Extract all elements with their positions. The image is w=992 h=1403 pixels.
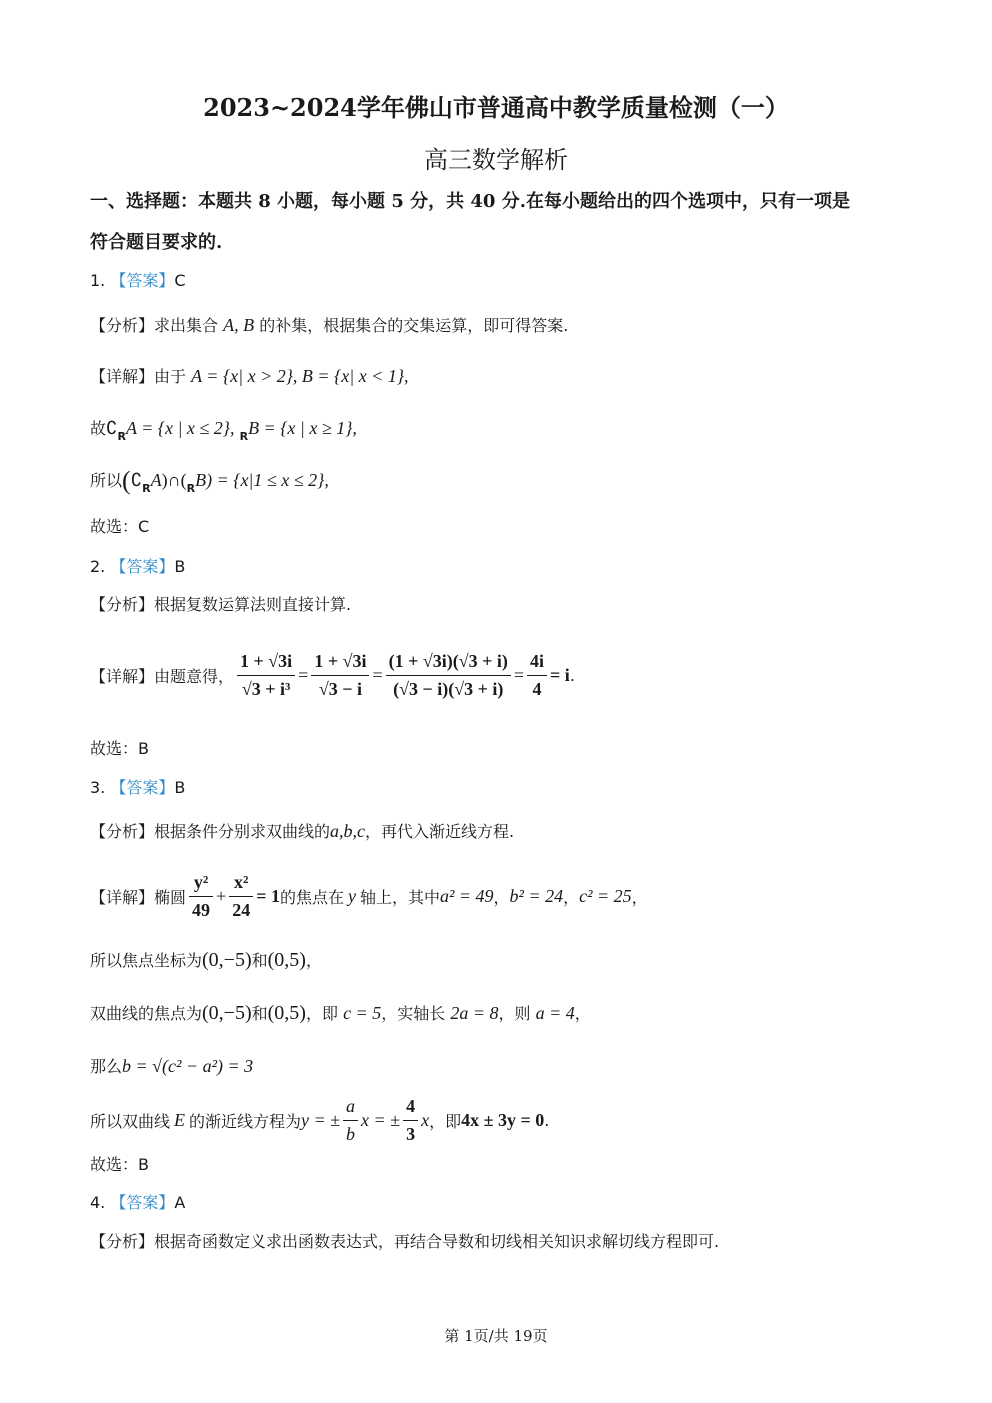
q2-number: 2. — [90, 557, 106, 576]
q1-complement-a: A = {x | x ≤ 2}, — [125, 418, 235, 438]
q3-asym-frac-2 — [403, 1096, 418, 1145]
q3-l3-pre: 双曲线的焦点为 — [90, 1004, 203, 1023]
q3-point-1: (0,−5) — [202, 949, 252, 971]
q3-ell-den1: 49 — [192, 899, 211, 920]
q3-asym-x: x — [421, 1109, 430, 1130]
sep: ， — [563, 887, 580, 907]
q3-l5-then: ，即 — [429, 1111, 462, 1131]
q2-f4-den: 4 — [532, 678, 542, 699]
q2-choose — [90, 736, 149, 759]
q1-detail — [90, 364, 409, 387]
analysis-label: 【分析】 — [90, 595, 155, 614]
answer-label: 【答案】 — [110, 778, 175, 797]
detail-label: 【详解】 — [90, 887, 155, 907]
q4-number: 4. — [90, 1193, 106, 1212]
q1-l3-a: A — [150, 470, 162, 490]
q3-line-asymptote: 所以双曲线 E 的渐近线方程为 y = ± $\frac{a}{b}$ x = ± $\frac{4}{3}$ x ，即 4x ± 3y = 0 . — [90, 1095, 550, 1144]
q2-fraction-2 — [311, 651, 369, 700]
q1-answer: C — [174, 271, 186, 290]
choose-label: 故选： — [90, 739, 139, 758]
analysis-label: 【分析】 — [90, 316, 155, 335]
q3-ell-num2: x² — [229, 872, 253, 897]
analysis-label: 【分析】 — [90, 1232, 155, 1251]
complement-symbol: ∁ — [106, 418, 118, 438]
q1-analysis-post: 的补集，根据集合的交集运算，即可得答案. — [259, 316, 569, 335]
q2-fraction-1 — [237, 651, 295, 700]
q3-detail-pre: 椭圆 — [154, 887, 187, 907]
q4-answer-line — [90, 1190, 185, 1213]
q3-l2-end: ， — [305, 951, 322, 970]
q1-l3-pre: 所以 — [90, 471, 123, 490]
answer-label: 【答案】 — [110, 271, 175, 290]
q4-answer: A — [174, 1193, 186, 1212]
q3-choose-value: B — [138, 1155, 149, 1174]
detail-label: 【详解】 — [90, 367, 155, 386]
detail-label: 【详解】 — [90, 666, 155, 686]
q3-analysis-pre: 根据条件分别求双曲线的 — [154, 822, 331, 841]
q2-detail-pre: 由题意得， — [154, 666, 235, 686]
q3-ell-rest: = 1 — [256, 885, 280, 906]
q1-l2-pre: 故 — [90, 419, 107, 438]
paren-open: ( — [122, 466, 131, 495]
q2-fraction-3 — [386, 651, 511, 700]
q2-analysis-text: 根据复数运算法则直接计算. — [154, 595, 352, 614]
q2-detail: 【详解】 由题意得， $\frac{1 + √3i}{\text{√3 + i³}}$ = $\frac{1 + √3i}{√3 - i}$ = $\frac{(1 + √3i)(√3 + i)}{(√3 - i)(√3 + i)}$ = $\frac{4i}{4}$ = i . — [90, 650, 575, 699]
q2-f3-den: (√3 − i)(√3 + i) — [393, 678, 504, 699]
q3-c-value: c = 5 — [343, 1003, 382, 1023]
q1-detail-math: A = {x| x > 2}, B = {x| x < 1}, — [191, 366, 409, 386]
analysis-label: 【分析】 — [90, 822, 155, 841]
q3-asym-frac-1 — [343, 1096, 358, 1145]
q3-l5-mid: 的渐近线方程为 — [189, 1111, 302, 1131]
q3-ellipse-frac-2 — [229, 872, 253, 921]
real-subscript: R — [186, 482, 196, 495]
q3-asym-final: 4x ± 3y = 0 — [461, 1109, 545, 1130]
q3-a-value: a = 4 — [535, 1003, 575, 1023]
complement-symbol: ∁ — [130, 470, 143, 490]
choose-label: 故选： — [90, 1155, 139, 1174]
q3-detail-post: 轴上，其中 — [359, 887, 440, 907]
q2-answer: B — [174, 557, 186, 576]
q2-f3-num: (1 + √3i)(√3 + i) — [386, 651, 511, 676]
q2-analysis — [90, 592, 351, 615]
q1-analysis-sets: A, B — [223, 315, 255, 335]
real-subscript: R — [117, 430, 126, 443]
q3-ell-den2: 24 — [232, 899, 251, 920]
equals-sign: = — [298, 664, 309, 685]
q3-asym-pre: y = ± — [301, 1109, 341, 1130]
q3-axis-value: 2a = 8 — [450, 1003, 499, 1023]
q2-result: = i — [550, 664, 570, 685]
sep: ， — [574, 1004, 591, 1023]
q2-choose-value: B — [138, 739, 149, 758]
q3-l4-pre: 那么 — [90, 1057, 123, 1076]
real-subscript: R — [142, 482, 151, 495]
q3-ellipse-frac-1 — [189, 872, 213, 921]
q3-analysis-post: ，再代入渐近线方程. — [365, 822, 515, 841]
q3-b2: b² = 24 — [509, 885, 564, 906]
q3-answer: B — [174, 778, 186, 797]
q1-l3-close: )∩( — [161, 470, 187, 490]
q2-f1-num: 1 + √3i — [237, 651, 295, 676]
q4-analysis — [90, 1229, 719, 1252]
q1-complement-line — [90, 416, 357, 443]
section-heading-line2: 符合题目要求的. — [90, 232, 223, 253]
q3-point-2: (0,5) — [267, 1002, 306, 1024]
q1-analysis — [90, 313, 568, 336]
q3-l3-then: ，则 — [498, 1004, 531, 1023]
equals-sign: = — [372, 664, 383, 685]
q1-complement-b: B = {x | x ≥ 1}, — [248, 418, 357, 438]
q2-answer-line — [90, 554, 185, 577]
q3-line-foci — [90, 948, 322, 972]
q1-l3-b: B) = {x|1 ≤ x ≤ 2}, — [195, 470, 329, 490]
q3-asym-f1-num: a — [343, 1096, 358, 1121]
q3-l3-mid: ，即 — [305, 1004, 338, 1023]
page-footer: 第 1页/共 19页 — [444, 1327, 548, 1345]
q3-asym-mid: x = ± — [361, 1109, 401, 1130]
q3-analysis-math: a,b,c — [330, 821, 366, 841]
q2-f2-num: 1 + √3i — [311, 651, 369, 676]
q3-detail-y: y — [347, 885, 356, 906]
q3-detail: 【详解】 椭圆 $\frac{\text{y²}}{49}$ + $\frac{\text{x²}}{24}$ = 1 的焦点在 y 轴上，其中 a² = 49 ， b² = 24 ， c² = 25 ， — [90, 871, 648, 920]
q3-choose — [90, 1152, 149, 1175]
q3-l5-pre: 所以双曲线 — [90, 1111, 171, 1131]
q1-detail-pre: 由于 — [154, 367, 187, 386]
q2-fraction-4 — [527, 651, 547, 700]
q3-answer-line — [90, 775, 185, 798]
answer-label: 【答案】 — [110, 1193, 175, 1212]
answer-label: 【答案】 — [110, 557, 175, 576]
q2-f2-den: √3 − i — [318, 678, 362, 699]
page-title: 2023~2024学年佛山市普通高中教学质量检测（一） — [203, 93, 789, 122]
q1-analysis-pre: 求出集合 — [154, 316, 219, 335]
q3-b-value: b = √(c² − a²) = 3 — [122, 1056, 254, 1076]
q3-line-b — [90, 1054, 253, 1077]
q3-number: 3. — [90, 778, 106, 797]
q3-ell-num1: y² — [189, 872, 213, 897]
sep: ， — [493, 887, 510, 907]
choose-label: 故选： — [90, 517, 139, 536]
q3-l2-pre: 所以焦点坐标为 — [90, 951, 203, 970]
q3-asym-f2-num: 4 — [403, 1096, 418, 1121]
equals-sign: = — [513, 664, 525, 685]
q4-analysis-text: 根据奇函数定义求出函数表达式，再结合导数和切线相关知识求解切线方程即可. — [154, 1232, 720, 1251]
q3-point-2: (0,5) — [267, 949, 306, 971]
real-subscript: R — [239, 430, 249, 443]
q1-answer-line — [90, 268, 186, 291]
q3-line-hyperbola — [90, 1001, 591, 1025]
and-text: 和 — [251, 1004, 268, 1023]
q1-choose-value: C — [138, 517, 150, 536]
q3-l5-e: E — [174, 1109, 186, 1130]
q3-detail-mid: 的焦点在 — [279, 887, 344, 907]
q2-f4-num: 4i — [527, 651, 547, 676]
q3-asym-f2-den: 3 — [406, 1123, 416, 1144]
q3-l3-axis: ，实轴长 — [381, 1004, 446, 1023]
q3-point-1: (0,−5) — [202, 1002, 252, 1024]
sep: ， — [631, 887, 648, 907]
q2-f1-den: √3 + i³ — [241, 678, 291, 699]
q1-number: 1. — [90, 271, 106, 290]
page-subtitle: 高三数学解析 — [424, 146, 568, 174]
q1-choose — [90, 514, 149, 537]
q3-c2: c² = 25 — [579, 885, 632, 906]
q3-asym-f1-den: b — [346, 1123, 356, 1144]
q3-analysis — [90, 819, 514, 842]
and-text: 和 — [251, 951, 268, 970]
q3-a2: a² = 49 — [439, 885, 494, 906]
section-heading-line1: 一、选择题：本题共 8 小题，每小题 5 分，共 40 分.在每小题给出的四个选项中，只有一项是 — [90, 191, 850, 212]
q1-intersection-line — [90, 466, 329, 496]
